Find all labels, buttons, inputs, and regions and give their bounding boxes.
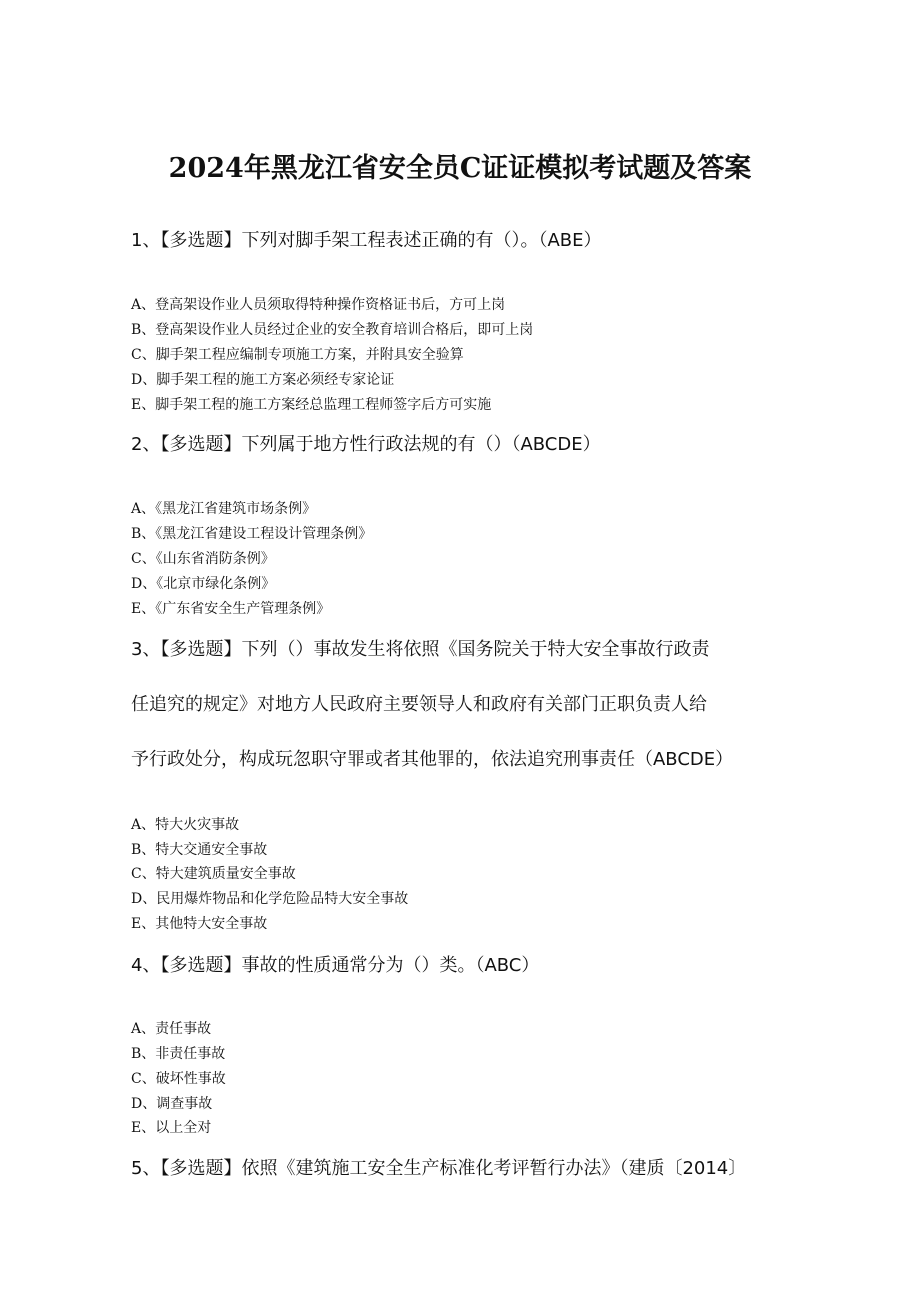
- question-3-option-e: E、其他特大安全事故: [131, 916, 268, 932]
- question-4-option-e: E、以上全对: [131, 1120, 212, 1136]
- page-title: 2024年黑龙江省安全员C证证模拟考试题及答案: [168, 153, 752, 184]
- question-3-stem-line-1: 3、【多选题】下列（）事故发生将依照《国务院关于特大安全事故行政责: [131, 639, 710, 660]
- question-1-option-b: B、登高架设作业人员经过企业的安全教育培训合格后，即可上岗: [131, 322, 534, 338]
- question-2-option-d: D、《北京市绿化条例》: [131, 576, 276, 592]
- question-1-option-c: C、脚手架工程应编制专项施工方案，并附具安全验算: [131, 347, 464, 363]
- question-4-option-d: D、调查事故: [131, 1096, 213, 1112]
- question-5-stem: 5、【多选题】依照《建筑施工安全生产标准化考评暂行办法》（建质〔2014〕: [131, 1158, 747, 1179]
- question-2-stem: 2、【多选题】下列属于地方性行政法规的有（）（ABCDE）: [131, 434, 601, 455]
- question-3-option-a: A、特大火灾事故: [131, 817, 240, 833]
- question-3-stem-line-2: 任追究的规定》对地方人民政府主要领导人和政府有关部门正职负责人给: [131, 694, 707, 715]
- question-4-option-b: B、非责任事故: [131, 1046, 226, 1062]
- question-3-stem-line-3: 予行政处分，构成玩忽职守罪或者其他罪的，依法追究刑事责任（ABCDE）: [131, 749, 734, 770]
- question-2-option-a: A、《黑龙江省建筑市场条例》: [131, 501, 317, 517]
- question-4-option-a: A、责任事故: [131, 1021, 212, 1037]
- question-2-option-b: B、《黑龙江省建设工程设计管理条例》: [131, 526, 373, 542]
- question-4-option-c: C、破坏性事故: [131, 1071, 226, 1087]
- question-3-option-d: D、民用爆炸物品和化学危险品特大安全事故: [131, 891, 409, 907]
- question-3-option-b: B、特大交通安全事故: [131, 842, 268, 858]
- question-2-option-c: C、《山东省消防条例》: [131, 551, 275, 567]
- question-1-stem: 1、【多选题】下列对脚手架工程表述正确的有（）。（ABE）: [131, 230, 602, 251]
- question-4-stem: 4、【多选题】事故的性质通常分为（）类。（ABC）: [131, 955, 540, 976]
- question-1-option-d: D、脚手架工程的施工方案必须经专家论证: [131, 372, 395, 388]
- question-1-option-a: A、登高架设作业人员须取得特种操作资格证书后，方可上岗: [131, 297, 506, 313]
- question-2-option-e: E、《广东省安全生产管理条例》: [131, 601, 331, 617]
- question-1-option-e: E、脚手架工程的施工方案经总监理工程师签字后方可实施: [131, 397, 492, 413]
- question-3-option-c: C、特大建筑质量安全事故: [131, 866, 296, 882]
